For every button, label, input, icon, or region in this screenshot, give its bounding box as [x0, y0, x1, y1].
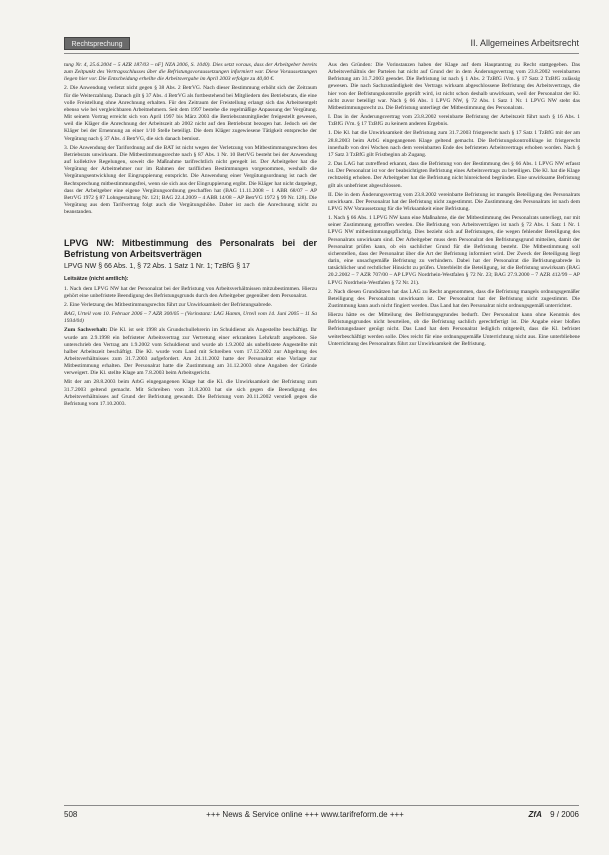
- section-badge: Rechtsprechung: [64, 37, 130, 50]
- footer-issue: [529, 810, 579, 819]
- court-reference: BAG, Urteil vom 10. Februar 2006 – 7 AZR 300/05 – (Vorinstanz: LAG Hamm, Urteil vom 14. Juni 2005 – 11 Sa 1934/04): [64, 311, 317, 325]
- leitsatz-label: Leitsätze (nicht amtlich):: [64, 276, 129, 283]
- sachverhalt-text: Die Kl. ist seit 1998 als Grundschullehrerin im Schuldienst als Angestellte beschäftigt. Ihr wurde am 2.9.1998 ein befristeter Arbeitsvertrag zur Vertretung einer erkrankten Lehrkraft angeboten. Sie unterschrieb den Vertrag am 1.9.2002 vom Schuldienst und wurde ab 1.9.2002 als unbefristete Angestellte mit halber Arbeitszeit beschäftigt. Die Kl. wurde vom Land mit Schreiben vom 17.12.2002 zur Abgeltung des Arbeitsverhältnisses zum 31.7.2003 aufgefordert. Am 24.11.2002 hatte der Personalrat eine Vorlage zur Mitbestimmung erhalten. Der Personalrat hatte die Zustimmung am 31.12.2003 ohne Angaben der Gründe verweigert. Die Kl. stellte Klage am 7.8.2003 beim Arbeitsgericht.: [64, 327, 317, 377]
- paragraph: 2. Das LAG hat zutreffend erkannt, dass die Befristung von der Bestimmung des § 66 Abs. 1 LPVG NW erfasst ist. Der Personalrat ist vor der beabsichtigten Befristung eines Arbeitsvertrags zu beteiligen. Die Kl. hat die Klage rechtzeitig erhoben. Der Arbeitgeber hat die Befristung nicht hinreichend begründet. Eine unwirksame Befristung gilt als unbefristet abgeschlossen.: [328, 161, 580, 189]
- paragraph: 3. Die Anwendung der Tarifordnung auf die BAT ist nicht wegen der Verletzung von Mitbestimmungsrechten des Betriebsrats unwirksam. Die Mitbestimmungsrechte nach § 87 Abs. 1 Nr. 10 BetrVG besteht bei der Anwendung auf kollektive Regelungen, soweit die Maßnahme tarifrechtlich nicht geregelt ist. Der Arbeitgeber hat die Vergütung der Arbeitnehmer nur im Rahmen der tariflichen Bestimmungen vorgenommen, weshalb die Vergütungsentwicklung der Eingruppierung entspricht. Die Anwendung einer Vergütungsordnung ist nach der Rechtsprechung mitbestimmungsfrei, wenn sie sich aus der Eingruppierung ergibt. Die Kläger hat nicht dargelegt, dass der Arbeitgeber eine eigene Vergütungsordnung geschaffen hat (BAG 11.11.2008 – 1 ABR 68/07 – AP BetrVG 1972 § 87 Lohngestaltung Nr. 121; BAG 22.4.2009 – 4 ABR 14/08 – AP BetrVG 1972 § 99 Nr. 128). Die Vergütung aus dem Tarifvertrag folgt auch die Vergütungshöhe. Daher ist auch die Anrechnung nicht zu beanstanden.: [64, 144, 317, 216]
- paragraph: 1. Nach § 66 Abs. 1 LPVG NW kann eine Maßnahme, die der Mitbestimmung des Personalrats unterliegt, nur mit seiner Zustimmung getroffen werden. Die Befristung von Arbeitsverträgen ist nach § 72 Abs. 1 Satz 1 Nr. 1 LPVG NW mitbestimmungspflichtig. Dies bezieht sich auf Befristungen, die wegen fehlender Beteiligung des Personalrats unwirksam sind. Der Arbeitgeber muss dem Personalrat den Befristungsgrund mitteilen, damit der Personalrat prüfen kann, ob ein sachlicher Grund für die Befristung besteht. Die Mitbestimmung soll sicherstellen, dass der Personalrat über die Art der Befristung informiert wird. Der Zweck der Beteiligung liegt darin, eine unsachgemäße Befristung zu verhindern. Dabei hat der Personalrat die Befristungsabrede in tatsächlicher und rechtlicher Hinsicht zu prüfen. Unterbleibt die Beteiligung, ist die Befristung unwirksam (BAG 20.2.2002 – 7 AZR 707/00 – AP LPVG Nordrhein-Westfalen § 72 Nr. 23; BAG 27.9.2000 – 7 AZR 412/99 – AP LPVG Nordrhein-Westfalen § 72 Nr. 21).: [328, 215, 580, 286]
- left-column: [64, 62, 317, 410]
- paragraph: 2. Nach diesen Grundsätzen hat das LAG zu Recht angenommen, dass die Befristung mangels ordnungsgemäßer Beteiligung des Personalrats unwirksam ist. Der Personalrat hat der Befristung nicht zugestimmt. Die Zustimmung kann auch nicht fingiert werden. Das Land hat den Personalrat nicht ordnungsgemäß unterrichtet.: [328, 288, 580, 309]
- paragraph: tung Nr. 4, 25.6.2004 – 5 AZR 187/03 – nF] NZA 2006, S. 1040). Dies setzt voraus, dass der Arbeitgeber bereits zum Zeitpunkt des Vertragsschlusses über die Befristungsvoraussetzungen informiert war. Diese Voraussetzungen liegen hier vor. Die Entscheidung erhellte die Arbeitsvergabe im April 2003 erfolgte zu 40,00 €.: [64, 62, 317, 83]
- paragraph: II. Die in dem Änderungsvertrag vom 23.8.2002 vereinbarte Befristung ist mangels Beteiligung des Personalrats unwirksam. Der Personalrat hat der Befristung nicht zugestimmt. Die Zustimmung des Personalrats ist nach dem LPVG NW Voraussetzung für die Wirksamkeit einer Befristung.: [328, 191, 580, 212]
- sachverhalt-label: Zum Sachverhalt:: [64, 327, 108, 334]
- leitsatz-2: 2. Eine Verletzung des Mitbestimmungsrechts führt zur Unwirksamkeit der Befristungsabrede.: [64, 301, 273, 308]
- paragraph: Hierzu hätte es der Mitteilung des Befristungsgrundes bedurft. Der Personalrat kann ohne Kenntnis des Befristungsgrundes nicht beurteilen, ob die Befristung sachlich gerechtfertigt ist. Die Angabe einer bloßen Befristungsdauer genügt nicht. Das Land hat dem Personalrat lediglich mitgeteilt, dass die Kl. befristet weiterbeschäftigt werden solle. Dies reicht für eine ordnungsgemäße Unterrichtung nicht aus. Eine unterbliebene Unterrichtung des Personalrats führt zur Unwirksamkeit der Befristung.: [328, 312, 580, 347]
- leitsatz-1: 1. Nach dem LPVG NW hat der Personalrat bei der Befristung von Arbeitsverhältnissen mitzubestimmen. Hierzu gehört eine unbefristete Beendigung des Befristungsgrunds durch den Arbeitgeber gegenüber dem Personalrat.: [64, 285, 317, 299]
- footer-banner[interactable]: +++ News & Service online +++ www.tarifreform.de +++: [206, 810, 404, 819]
- footer-divider: [64, 805, 579, 806]
- right-column: [328, 62, 580, 350]
- issue-number: 9 / 2006: [550, 810, 579, 819]
- paragraph: Mit der am 28.8.2003 beim ArbG eingegangenen Klage hat die Kl. die Unwirksamkeit der Befristung zum 31.7.2003 geltend gemacht. Mit Schreiben vom 31.8.2003 hat sie sich gegen die Beendigung des Arbeitsverhältnisses auf Grund der Befristung gewandt. Die Befristung vom 20.11.2002 verstieß gegen die Befristung vom 17.10.2003.: [64, 379, 317, 407]
- page-number: 508: [64, 810, 78, 819]
- paragraph: Aus den Gründen: Die Vorinstanzen haben der Klage auf dem Hauptantrag zu Recht stattgegeben. Das Arbeitsverhältnis der Parteien hat nicht auf Grund der in dem Änderungsvertrag vom 23.8.2002 vereinbarten Befristung am 31.7.2003 geendet. Die Befristung ist nach § 1 Abs. 2 TzBfG iVm. § 17 Satz 2 TzBfG zulässig gewesen. Die nach Sachzuständigkeit des Vertrags wirksam abgeschlossene Befristung des Arbeitsvertrags, die hier von der Befristungskontrolle geprüft wird, ist nicht schon deshalb unwirksam, weil der Personalrat der Kl. nicht zuvor beteiligt war. Nach § 66 Abs. 1 LPVG NW, § 72 Abs. 1 Satz 1 Nr. 1 LPVG NW steht das Mitbestimmungsrecht zu. Die Befristung unterliegt der Mitbestimmung des Personalrats.: [328, 62, 580, 111]
- paragraph: 1. Die Kl. hat die Unwirksamkeit der Befristung zum 31.7.2003 fristgerecht nach § 17 Satz 1 TzBfG mit der am 28.8.2003 beim ArbG eingegangenen Klage geltend gemacht. Die Befristungskontrollklage ist fristgerecht innerhalb von drei Wochen nach dem vereinbarten Ende des befristeten Arbeitsvertrags erhoben worden. Nach § 17 Satz 3 TzBfG gilt Fristbeginn ab Zugang.: [328, 130, 580, 158]
- journal-logo: ZfA: [528, 810, 542, 819]
- header-divider: [64, 53, 579, 54]
- statute-citation: LPVG NW § 66 Abs. 1, § 72 Abs. 1 Satz 1 Nr. 1; TzBfG § 17: [64, 263, 250, 271]
- paragraph: 2. Die Anwendung verletzt nicht gegen § 38 Abs. 2 BetrVG. Nach dieser Bestimmung erhöht sich der Zeitraum für die Weiterzahlung. Danach gilt § 37 Abs. 4 BetrVG als fortbestehend bei Mitgliedern des Betriebsrats, die eine volle Freistellung ohne Anrechnung erhalten. Für den Zeitraum der Freistellung erlangt sich das Arbeitsentgelt ebenso wie bei vergleichbaren Arbeitnehmern. Seit dem 1997 bestehe die regelmäßige Anpassung der Vergütung. Mit seinem Vortrag erreicht sich von April 1997 bis März 2003 die Betriebsratsmitglieder freigestellt gewesen, weil die Kläger die Anrechnung der Arbeitszeit ab 2002 nicht auf den Betriebsrat bezogen hat. Jedoch sei der Kläger bei der Ernennung an einer 1/10 Stelle beteiligt. Die dem Kläger zugewiesene Tätigkeit entspreche der Vergütung nach § 37 Abs. 4 BetrVG, die sich danach bemisst.: [64, 85, 317, 142]
- paragraph: I. Das in der Änderungsvertrag vom 23.8.2002 vereinbarte Befristung der Arbeitszeit führt nach § 16 Abs. 1 TzBfG iVm. § 17 TzBfG zu keinem anderen Ergebnis.: [328, 114, 580, 128]
- section-heading: II. Allgemeines Arbeitsrecht: [470, 38, 579, 48]
- article-title: LPVG NW: Mitbestimmung des Personalrats bei der Befristung von Arbeitsverträgen: [64, 238, 317, 259]
